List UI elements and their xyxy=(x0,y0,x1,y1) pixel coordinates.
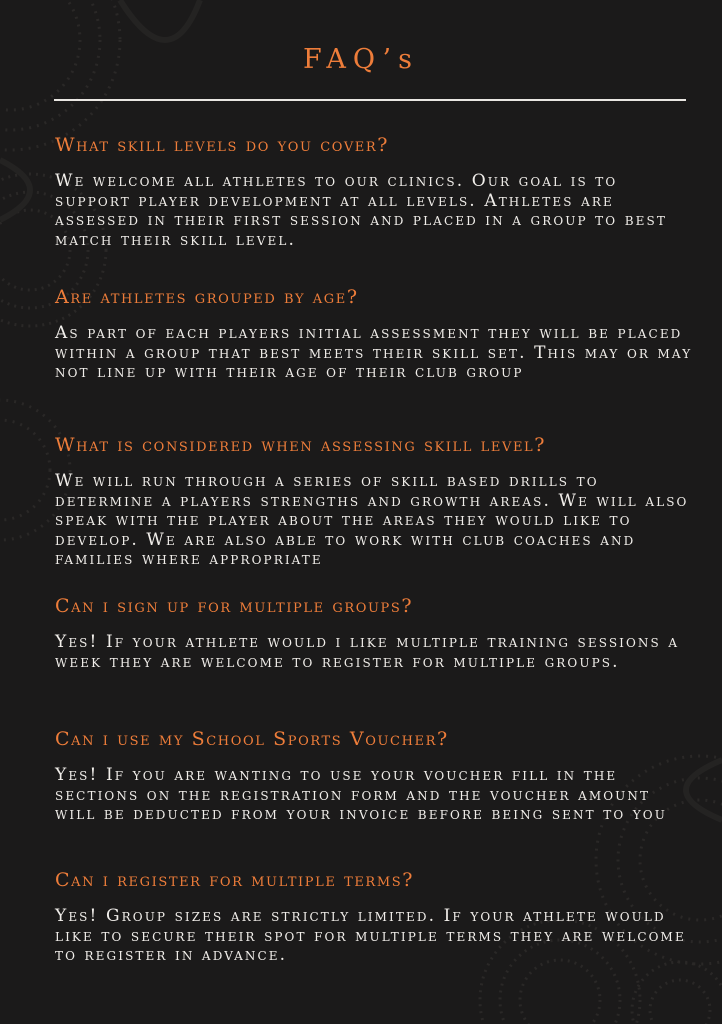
faq-question: Are athletes grouped by age? xyxy=(55,286,359,308)
faq-answer: Yes! If your athlete would i like multiple training sessions a week they are welcome to register for multiple groups. xyxy=(55,632,680,672)
faq-answer: Yes! If you are wanting to use your voucher fill in the sections on the registration form and the voucher amount will be deducted from your invoice before being sent to you xyxy=(55,765,667,824)
faq-item-multiple-groups xyxy=(55,595,695,672)
faq-question: Can i use my School Sports Voucher? xyxy=(55,728,449,750)
faq-question: Can i sign up for multiple groups? xyxy=(55,595,414,617)
faq-item-sports-voucher xyxy=(55,728,695,825)
faq-item-skill-levels xyxy=(55,134,695,250)
faq-question: What is considered when assessing skill level? xyxy=(55,434,547,456)
faq-item-age-grouping xyxy=(55,286,695,383)
faq-answer: We will run through a series of skill based drills to determine a players strengths and growth areas. We will also speak with the player about the areas they would like to develop. We are also able to work with club coaches and families where appropriate xyxy=(55,471,689,569)
faq-answer: We welcome all athletes to our clinics. Our goal is to support player development at all levels. Athletes are assessed in their first session and placed in a group to best match their skill level. xyxy=(55,171,667,250)
faq-question: Can i register for multiple terms? xyxy=(55,869,415,891)
title-divider xyxy=(54,99,686,101)
page-title: FAQ’s xyxy=(303,44,419,75)
faq-item-assessment xyxy=(55,434,695,570)
faq-answer: As part of each players initial assessment they will be placed within a group that best meets their skill set. This may or may not line up with their age of their club group xyxy=(55,323,693,382)
faq-answer: Yes! Group sizes are strictly limited. If your athlete would like to secure their spot for multiple terms they are welcome to register in advance. xyxy=(55,906,686,965)
faq-question: What skill levels do you cover? xyxy=(55,134,390,156)
faq-item-multiple-terms xyxy=(55,869,695,966)
